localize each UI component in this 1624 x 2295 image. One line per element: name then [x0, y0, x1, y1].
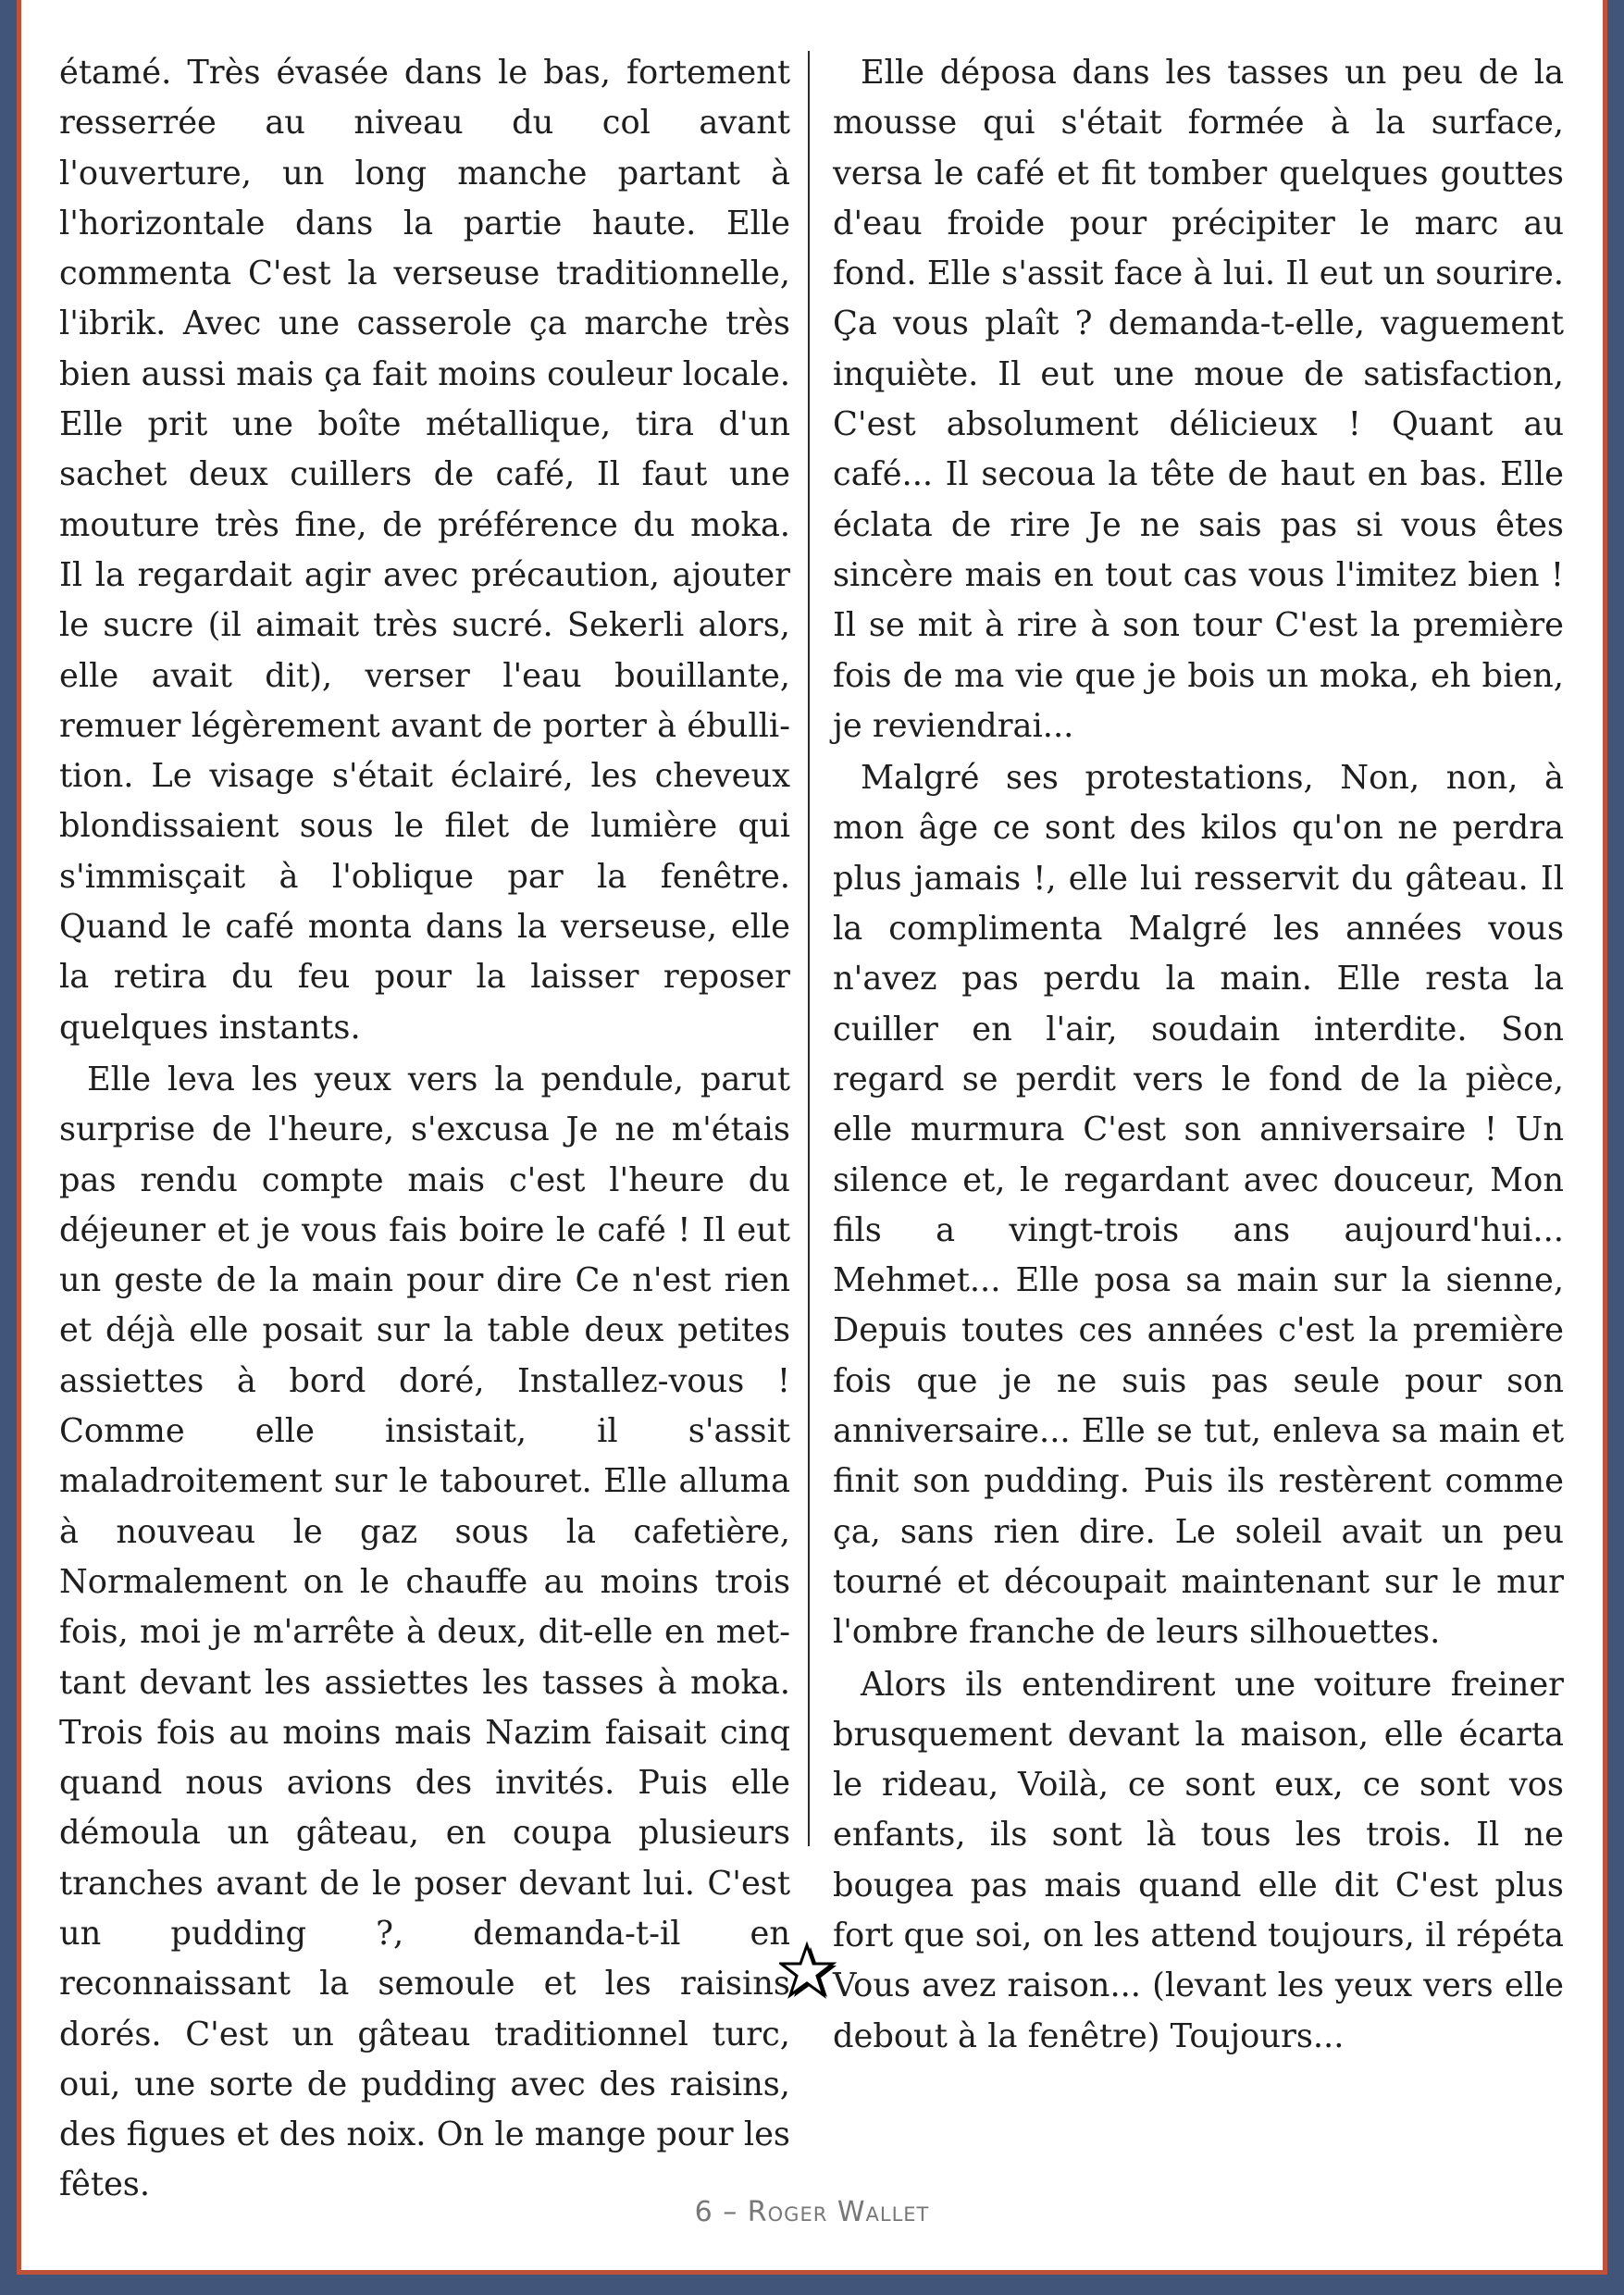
page-footer	[0, 2196, 1624, 2228]
paragraph: Alors ils entendirent une voiture freiner brusquement devant la maison, elle écarta le rideau, Voilà, ce sont eux, ce sont vos enfants, ils sont là tous les trois. Il ne bougea pas mais quand elle dit C'est plus fort que soi, on les attend toujours, il répéta Vous avez raison... (levant les yeux vers elle debout à la fenêtre) Toujours...	[833, 1665, 1564, 2055]
paragraph: Elle déposa dans les tasses un peu de la mousse qui s'était formée à la surface, versa le café et fit tomber quelques gouttes d'eau froide pour précipiter le marc au fond. Elle s'assit face à lui. Il eut un sourire. Ça vous plaît ? demanda-t-elle, vaguement inquiète. Il eut une moue de satisfaction, C'est absolument délicieux ! Quant au café... Il secoua la tête de haut en bas. Elle éclata de rire Je ne sais pas si vous êtes sincère mais en tout cas vous l'imitez bien ! Il se mit à rire à son tour C'est la première fois de ma vie que je bois un moka, eh bien, je reviendrai...	[833, 54, 1564, 745]
star-icon	[779, 1941, 838, 2001]
text-column-right	[833, 48, 1564, 2062]
paragraph: Malgré ses protestations, Non, non, à mon âge ce sont des kilos qu'on ne perdra plus jamais !, elle lui resservit du gâteau. Il la complimenta Malgré les années vous n'avez pas perdu la main. Elle resta la cuiller en l'air, soudain interdite. Son regard se perdit vers le fond de la pièce, elle murmura C'est son anniversaire ! Un silence et, le regardant avec douceur, Mon fils a vingt-trois ans aujourd'hui... Mehmet... Elle posa sa main sur la sienne, Depuis toutes ces années c'est la première fois que je ne suis pas seule pour son anniversaire... Elle se tut, enleva sa main et finit son pudding. Puis ils restèrent comme ça, sans rien dire. Le soleil avait un peu tourné et découpait maintenant sur le mur l'ombre franche de leurs silhouettes.	[833, 759, 1564, 1652]
frame-inner-edge-left	[17, 0, 21, 2275]
text-column-left	[59, 48, 790, 2211]
paragraph: Elle leva les yeux vers la pendule, parut surprise de l'heure, s'excusa Je ne m'étais pas rendu compte mais c'est l'heure du déjeuner et je vous fais boire le café ! Il eut un geste de la main pour dire Ce n'est rien et déjà elle posait sur la table deux petites assiettes à bord doré, Installez-vous ! Comme elle insistait, il s'assit maladroitement sur le tabouret. Elle alluma à nouveau le gaz sous la cafetière, Normalement on le chauffe au moins trois fois, moi je m'arrête à deux, dit-elle en mettant devant les assiettes les tasses à moka. Trois fois au moins mais Nazim faisait cinq quand nous avions des invités. Puis elle démoula un gâteau, en coupa plusieurs tranches avant de le poser devant lui. C'est un pudding ?, demanda-t-il en reconnaissant la semoule et les raisins dorés. C'est un gâteau traditionnel turc, oui, une sorte de pudding avec des raisins, des figues et des noix. On le mange pour les fêtes.	[59, 1060, 790, 2204]
column-divider	[808, 51, 810, 1846]
frame-inner-edge-bottom	[17, 2270, 1607, 2275]
footer-author: Roger Wallet	[747, 2196, 930, 2228]
footer-separator: –	[723, 2196, 738, 2228]
frame-inner-edge-right	[1603, 0, 1607, 2275]
page-number: 6	[694, 2196, 713, 2228]
paragraph: étamé. Très évasée dans le bas, fortement resserrée au niveau du col avant l'ouverture, un long manche partant à l'horizontale dans la partie haute. Elle commenta C'est la verseuse traditionnelle, l'ibrik. Avec une casserole ça marche très bien aussi mais ça fait moins couleur locale. Elle prit une boîte métallique, tira d'un sachet deux cuillers de café, Il faut une mouture très fine, de préférence du moka. Il la regardait agir avec précaution, ajouter le sucre (il aimait très sucré. Sekerli alors, elle avait dit), verser l'eau bouillante, remuer légèrement avant de porter à ébullition. Le visage s'était éclairé, les cheveux blondissaient sous le filet de lumière qui s'immisçait à l'oblique par la fenêtre. Quand le café monta dans la verseuse, elle la retira du feu pour la laisser reposer quelques instants.	[59, 54, 790, 1047]
